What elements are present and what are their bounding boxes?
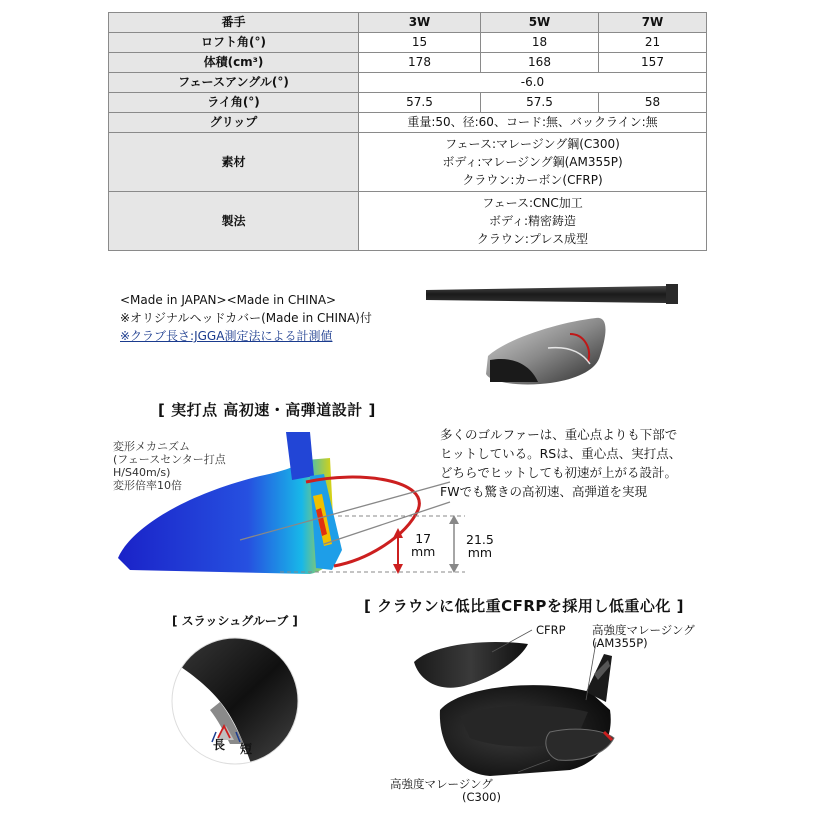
headcover-image [486, 318, 606, 385]
measure-17mm [411, 532, 435, 558]
club-length-link[interactable]: ※クラブ長さ:JGGA測定法による計測値 [120, 329, 333, 343]
table-row [109, 33, 707, 53]
header-label: 番手 [109, 13, 359, 33]
measure-unit: mm [411, 544, 436, 559]
description-line: ヒットしている。RSは、重心点、実打点、 [440, 446, 682, 461]
body-material-label [592, 624, 695, 650]
method-face: フェース:CNC加工 [482, 196, 583, 210]
volume-7w: 157 [599, 53, 707, 73]
table-row [109, 113, 707, 133]
face-label: 高強度マレージング [390, 777, 493, 791]
loft-label: ロフト角(°) [109, 33, 359, 53]
body-code: (AM355P) [592, 636, 648, 650]
body-label: 高強度マレージング [592, 623, 695, 637]
description-line: どちらでヒットしても初速が上がる設計。 [440, 465, 678, 480]
volume-3w: 178 [359, 53, 481, 73]
method-value [359, 192, 707, 251]
material-value [359, 133, 707, 192]
grip-image [426, 284, 678, 304]
table-row [109, 133, 707, 192]
material-label: 素材 [109, 133, 359, 192]
groove-section-title: [ スラッシュグルーブ ] [172, 614, 298, 628]
face-angle-value: -6.0 [359, 73, 707, 93]
table-row [109, 192, 707, 251]
spec-table [108, 12, 707, 251]
face-angle-label: フェースアングル(°) [109, 73, 359, 93]
header-7w: 7W [599, 13, 707, 33]
origin-note: <Made in JAPAN><Made in CHINA> [120, 293, 337, 307]
table-row [109, 53, 707, 73]
caption-line: (フェースセンター打点 [113, 453, 226, 466]
material-crown: クラウン:カーボン(CFRP) [462, 173, 603, 187]
material-body: ボディ:マレージング鋼(AM355P) [442, 155, 623, 169]
caption-line: H/S40m/s) [113, 466, 171, 479]
description-line: FWでも驚きの高初速、高弾道を実現 [440, 484, 648, 499]
volume-label: 体積(cm³) [109, 53, 359, 73]
header-5w: 5W [481, 13, 599, 33]
table-row [109, 93, 707, 113]
measure-21-5mm [466, 533, 494, 559]
lie-7w: 58 [599, 93, 707, 113]
impact-section-title: [ 実打点 高初速・高弾道設計 ] [158, 401, 376, 419]
method-label: 製法 [109, 192, 359, 251]
method-body: ボディ:精密鋳造 [488, 214, 577, 228]
lie-5w: 57.5 [481, 93, 599, 113]
cfrp-label: CFRP [536, 623, 566, 637]
face-material-label [390, 778, 501, 804]
loft-3w: 15 [359, 33, 481, 53]
groove-diagram [160, 636, 310, 766]
lie-3w: 57.5 [359, 93, 481, 113]
headcover-note: ※オリジナルヘッドカバー(Made in CHINA)付 [120, 311, 372, 325]
loft-5w: 18 [481, 33, 599, 53]
measure-value: 17 [415, 531, 432, 546]
caption-line: 変形倍率10倍 [113, 479, 182, 492]
method-crown: クラウン:プレス成型 [476, 232, 589, 246]
lie-label: ライ角(°) [109, 93, 359, 113]
grip-label: グリップ [109, 113, 359, 133]
loft-7w: 21 [599, 33, 707, 53]
notes [120, 291, 372, 345]
grip-value: 重量:50、径:60、コード:無、バックライン:無 [359, 113, 707, 133]
face-code: (C300) [462, 790, 501, 804]
short-label: 短 [240, 742, 253, 756]
table-row [109, 13, 707, 33]
measure-unit: mm [467, 545, 493, 560]
caption-line: 変形メカニズム [113, 440, 190, 453]
cfrp-crown [414, 642, 528, 688]
description-line: 多くのゴルファーは、重心点よりも下部で [440, 427, 678, 442]
grip-headcover-image [420, 278, 700, 398]
crown-section-title: [ クラウンに低比重CFRPを採用し低重心化 ] [364, 597, 684, 615]
measure-value: 21.5 [466, 532, 494, 547]
material-face: フェース:マレージング鋼(C300) [445, 137, 620, 151]
deformation-diagram [110, 420, 490, 590]
volume-5w: 168 [481, 53, 599, 73]
header-3w: 3W [359, 13, 481, 33]
long-label: 長 [213, 738, 226, 752]
table-row [109, 73, 707, 93]
